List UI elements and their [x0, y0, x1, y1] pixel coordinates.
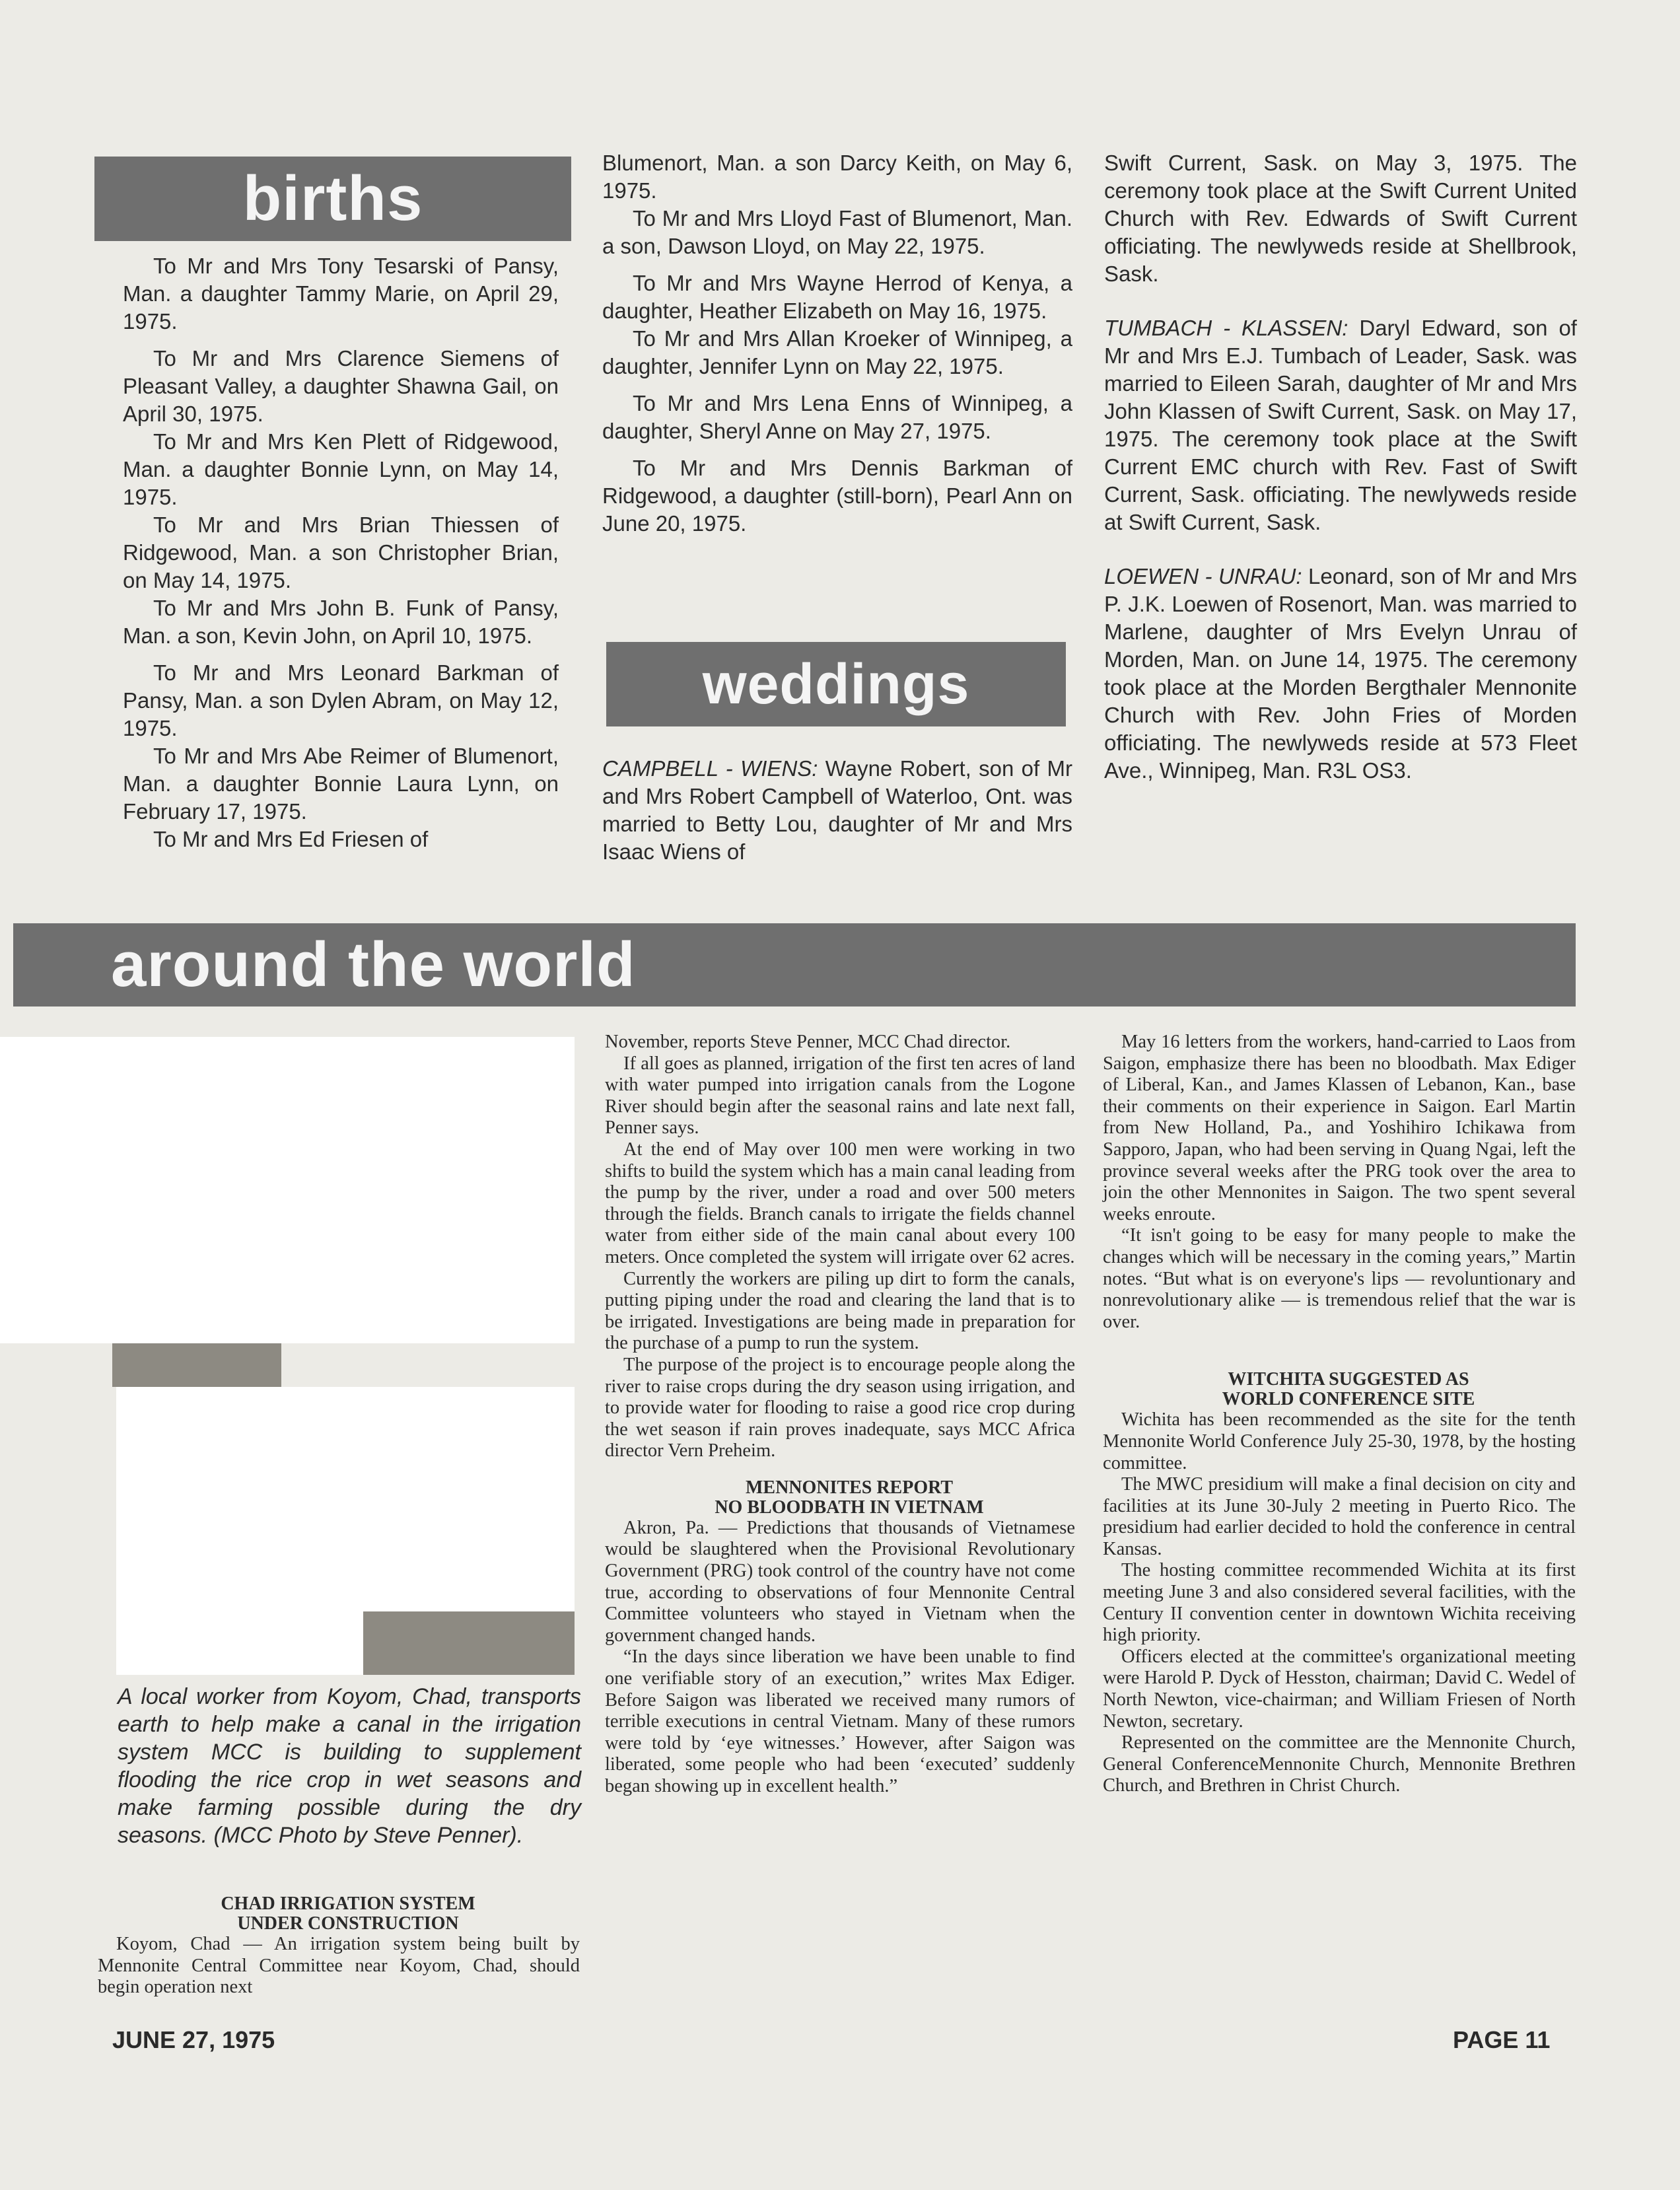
birth-entry: To Mr and Mrs Lloyd Fast of Blumenort, Man. a son, Dawson Lloyd, on May 22, 1975. [602, 206, 1072, 258]
birth-entry: To Mr and Mrs Abe Reimer of Blumenort, Man. a daughter Bonnie Laura Lynn, on February 17, 1975. [123, 744, 559, 824]
birth-entry: To Mr and Mrs Brian Thiessen of Ridgewood, Man. a son Christopher Brian, on May 14, 1975. [123, 512, 559, 592]
wedding-entry-loewen-unrau: LOEWEN - UNRAU: Leonard, son of Mr and Mrs P. J.K. Loewen of Rosenort, Man. was married to Marlene, daughter of Mrs Evelyn Unrau of Morden, Man. on June 14, 1975. The ceremony took place at the Morden Bergthaler Mennonite Church with Rev. John Fries of Morden officiating. The newlyweds reside at 573 Fleet Ave., Winnipeg, Man. R3L OS3. [1104, 564, 1577, 783]
right-column [1103, 1032, 1576, 1797]
chad-paragraph-continued: November, reports Steve Penner, MCC Chad director. [605, 1032, 1011, 1052]
photo-caption: A local worker from Koyom, Chad, transports earth to help make a canal in the irrigation system MCC is building to supplement flooding the rice crop in wet seasons and make farming possible during the dry seasons. (MCC Photo by Steve Penner). [118, 1684, 581, 1848]
birth-entry: To Mr and Mrs Leonard Barkman of Pansy, Man. a son Dylen Abram, on May 12, 1975. [123, 660, 559, 740]
vietnam-paragraph: “In the days since liberation we have been unable to find one verifiable story of an execution,” writes Max Ediger. Before Saigon was liberated we received many rumors of terrible executions in central Vietnam. Many of these rumors were told by ‘eye witnesses.’ However, after Saigon was liberated, some people who had been ‘executed’ suddenly began showing up in excellent health.” [605, 1646, 1075, 1796]
weddings-heading: weddings [606, 642, 1066, 726]
photo-texture-top [112, 1343, 281, 1387]
vietnam-paragraph: May 16 letters from the workers, hand-carried to Laos from Saigon, emphasize there has been no bloodbath. Max Ediger of Liberal, Kan., and James Klassen of Lebanon, Kan., base their comments on their experience in Saigon. Earl Martin from New Holland, Pa., and Yoshihiro Ichikawa from Sapporo, Japan, who had been serving in Quang Ngai, left the province several weeks after the PRG took over the area to join the other Mennonites in Saigon. The two spent several weeks enroute. [1103, 1032, 1576, 1224]
chad-paragraph: The purpose of the project is to encourage people along the river to raise crops during the dry season using irrigation, and to provide water for flooding to raise a good rice crop during the wet season if rain proves inadequate, says MCC Africa director Vern Preheim. [605, 1354, 1075, 1462]
chad-headline-1: CHAD IRRIGATION SYSTEM [221, 1893, 475, 1914]
around-the-world-heading: around the world [13, 923, 1576, 1007]
births-column-2 [602, 149, 1072, 538]
birth-entry: To Mr and Mrs Lena Enns of Winnipeg, a daughter, Sheryl Anne on May 27, 1975. [602, 391, 1072, 443]
births-column-1 [123, 252, 559, 853]
wedding-entry-continued: Swift Current, Sask. on May 3, 1975. The ceremony took place at the Swift Current United Church with Rev. Edwards of Swift Current officiating. The newlyweds reside at Shellbrook, Sask. [1104, 151, 1577, 286]
photo-texture-right [363, 1611, 575, 1675]
vietnam-paragraph: “It isn't going to be easy for many people to make the changes which will be necessary in the coming years,” Martin notes. “But what is on everyone's lips — revoluntionary and nonrevolutionary alike — is tremendous relief that the war is over. [1103, 1225, 1576, 1332]
wedding-entry-campbell-wiens: CAMPBELL - WIENS: Wayne Robert, son of Mr and Mrs Robert Campbell of Waterloo, Ont. was married to Betty Lou, daughter of Mr and Mrs Isaac Wiens of [602, 756, 1073, 864]
chad-headline-2: UNDER CONSTRUCTION [237, 1913, 459, 1934]
birth-entry-continued: Blumenort, Man. a son Darcy Keith, on May 6, 1975. [602, 151, 1072, 203]
wichita-paragraph: The hosting committee recommended Wichita at its first meeting June 3 and also considered several facilities, with the Century II convention center in downtown Wichita receiving high priority. [1103, 1560, 1576, 1646]
chad-paragraph: If all goes as planned, irrigation of the first ten acres of land with water pumped into irrigation canals from the Logone River should begin after the seasonal rains and late next fall, Penner says. [605, 1053, 1075, 1139]
footer-page-number: PAGE 11 [1453, 2026, 1551, 2053]
wichita-paragraph: The MWC presidium will make a final decision on city and facilities at its June 30-July 2 meeting in Puerto Rico. The presidium had earlier decided to hold the conference in central Kansas. [1103, 1474, 1576, 1559]
wedding-names: CAMPBELL - WIENS: [602, 756, 818, 781]
chad-paragraph: At the end of May over 100 men were working in two shifts to build the system which has a main canal leading from the pump by the river, under a road and over 500 meters through the fields. Branch canals to irrigate the fields channel water from either side of the main canal about every 100 meters. Once completed the system will irrigate over 62 acres. [605, 1139, 1075, 1267]
birth-entry: To Mr and Mrs Ed Friesen of [153, 827, 429, 851]
birth-entry: To Mr and Mrs Tony Tesarski of Pansy, Man. a daughter Tammy Marie, on April 29, 1975. [123, 254, 559, 334]
photo-redacted-area [116, 1611, 363, 1675]
wedding-entry-tumbach-klassen: TUMBACH - KLASSEN: Daryl Edward, son of Mr and Mrs E.J. Tumbach of Leader, Sask. was married to Eileen Sarah, daughter of Mr and Mrs John Klassen of Swift Current, Sask. on May 17, 1975. The ceremony took place at the Swift Current EMC church with Rev. Fast of Swift Current, Sask. officiating. The newlyweds reside at Swift Current, Sask. [1104, 316, 1577, 534]
wichita-headline-2: WORLD CONFERENCE SITE [1222, 1389, 1475, 1410]
photo-redacted-area [0, 1037, 575, 1343]
wichita-paragraph: Wichita has been recommended as the site for the tenth Mennonite World Conference July 25-30, 1978, by the hosting committee. [1103, 1409, 1576, 1473]
birth-entry: To Mr and Mrs Dennis Barkman of Ridgewood, a daughter (still-born), Pearl Ann on June 20, 1975. [602, 456, 1072, 536]
photo-redacted-area [116, 1387, 575, 1611]
chad-paragraph: Koyom, Chad — An irrigation system being built by Mennonite Central Committee near Koyom, Chad, should begin operation next [98, 1934, 580, 1998]
wichita-paragraph: Officers elected at the committee's organizational meeting were Harold P. Dyck of Hesston, chairman; David C. Wedel of North Newton, vice-chairman; and William Friesen of North Newton, secretary. [1103, 1646, 1576, 1732]
birth-entry: To Mr and Mrs Ken Plett of Ridgewood, Man. a daughter Bonnie Lynn, on May 14, 1975. [123, 429, 559, 509]
chad-paragraph: Currently the workers are piling up dirt to form the canals, putting piping under the road and clearing the land that is to be irrigated. Investigations are being made in preparation for the purchase of a pump to run the system. [605, 1268, 1075, 1354]
wichita-paragraph: Represented on the committee are the Mennonite Church, General ConferenceMennonite Church, Mennonite Brethren Church, and Brethren in Christ Church. [1103, 1732, 1576, 1796]
birth-entry: To Mr and Mrs Clarence Siemens of Pleasant Valley, a daughter Shawna Gail, on April 30, 1975. [123, 346, 559, 426]
chad-article-start [98, 1894, 580, 1998]
footer-date: JUNE 27, 1975 [112, 2026, 275, 2053]
middle-column [605, 1032, 1075, 1798]
weddings-column-3 [1104, 149, 1577, 785]
vietnam-paragraph: Akron, Pa. — Predictions that thousands of Vietnamese would be slaughtered when the Provisional Revolutionary Government (PRG) took control of the country have not come true, according to observations of four Mennonite Central Committee volunteers who stayed in Vietnam when the government changed hands. [605, 1517, 1075, 1646]
birth-entry: To Mr and Mrs John B. Funk of Pansy, Man. a son, Kevin John, on April 10, 1975. [123, 596, 559, 648]
birth-entry: To Mr and Mrs Wayne Herrod of Kenya, a daughter, Heather Elizabeth on May 16, 1975. [602, 271, 1072, 323]
vietnam-headline-1: MENNONITES REPORT [745, 1477, 954, 1498]
wichita-headline-1: WITCHITA SUGGESTED AS [1228, 1369, 1469, 1390]
birth-entry: To Mr and Mrs Allan Kroeker of Winnipeg, a daughter, Jennifer Lynn on May 22, 1975. [602, 326, 1072, 378]
vietnam-headline-2: NO BLOODBATH IN VIETNAM [715, 1497, 984, 1518]
births-heading: births [94, 157, 571, 241]
